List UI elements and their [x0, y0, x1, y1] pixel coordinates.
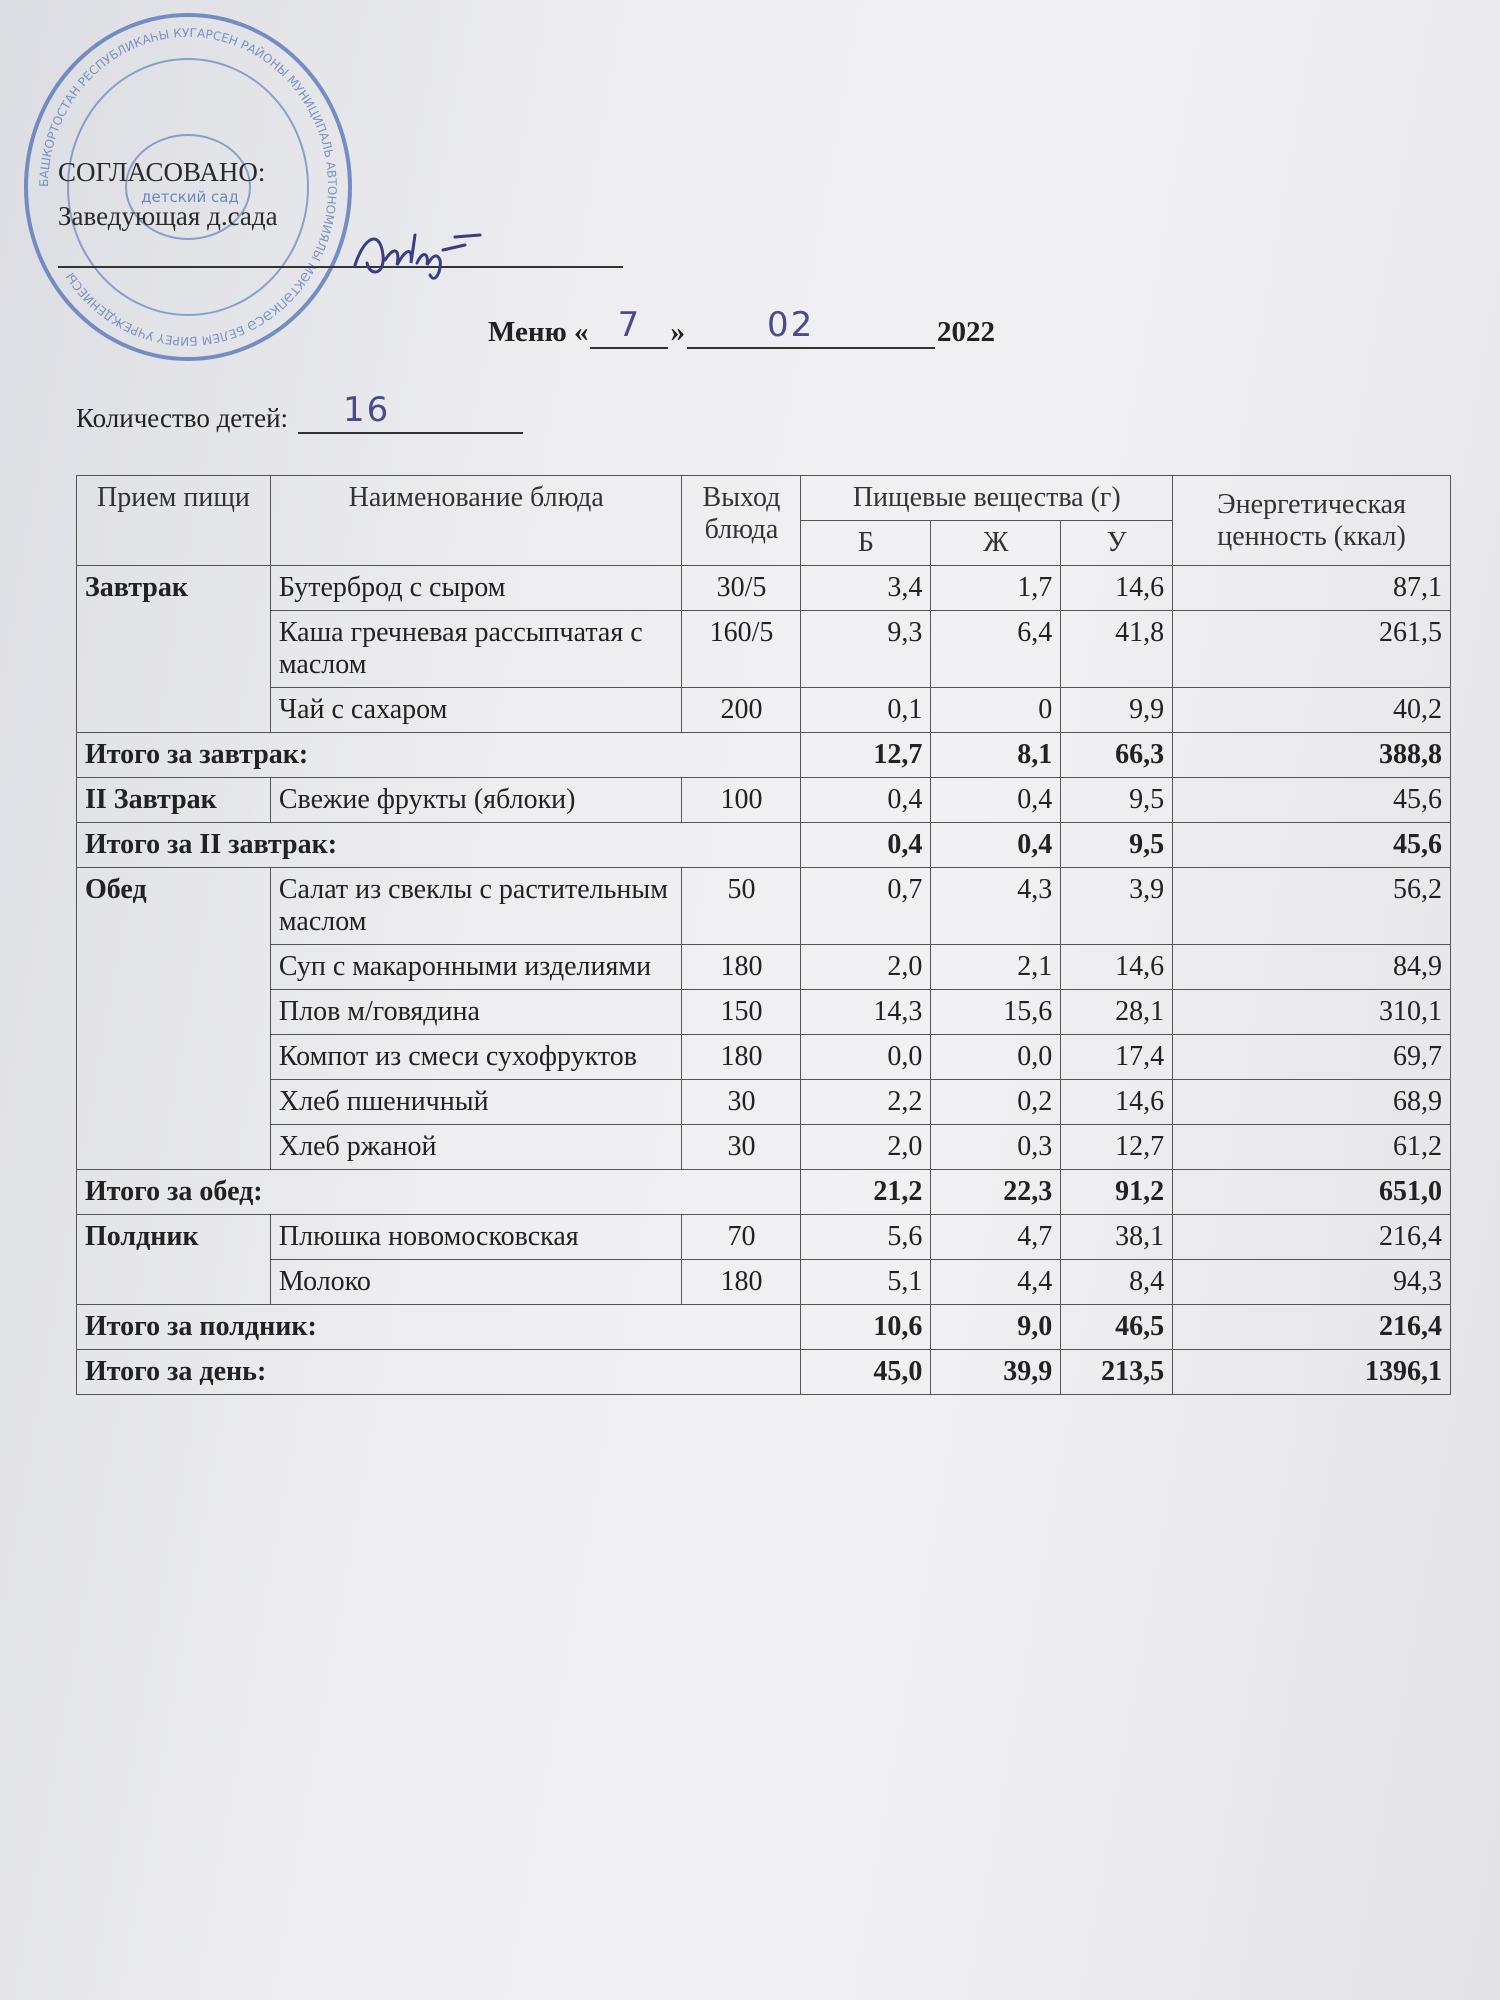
portion-cell: 180: [682, 1035, 801, 1080]
menu-table: [76, 475, 1451, 1395]
carbs-cell: 14,6: [1061, 566, 1173, 611]
portion-cell: 200: [682, 688, 801, 733]
kcal-cell: 68,9: [1173, 1080, 1451, 1125]
dish-cell: Суп с макаронными изделиями: [270, 945, 682, 990]
kcal-cell: 310,1: [1173, 990, 1451, 1035]
carbs-cell: 38,1: [1061, 1215, 1173, 1260]
header-meal: Прием пищи: [77, 476, 271, 566]
handwritten-signature: [345, 215, 495, 290]
table-row: [77, 1080, 1451, 1125]
total-fat: 0,4: [931, 823, 1061, 868]
total-protein: 10,6: [801, 1305, 931, 1350]
kcal-cell: 84,9: [1173, 945, 1451, 990]
portion-cell: 50: [682, 868, 801, 945]
total-kcal: 651,0: [1173, 1170, 1451, 1215]
carbs-cell: 41,8: [1061, 611, 1173, 688]
children-count: [76, 390, 525, 434]
total-kcal: 1396,1: [1173, 1350, 1451, 1395]
meal-lunch: Обед: [77, 868, 271, 1170]
portion-cell: 180: [682, 1260, 801, 1305]
header-row: [77, 476, 1451, 521]
protein-cell: 0,0: [801, 1035, 931, 1080]
kcal-cell: 56,2: [1173, 868, 1451, 945]
total-fat: 22,3: [931, 1170, 1061, 1215]
fat-cell: 0,0: [931, 1035, 1061, 1080]
carbs-cell: 8,4: [1061, 1260, 1173, 1305]
carbs-cell: 12,7: [1061, 1125, 1173, 1170]
dish-cell: Свежие фрукты (яблоки): [270, 778, 682, 823]
portion-cell: 30: [682, 1125, 801, 1170]
fat-cell: 6,4: [931, 611, 1061, 688]
table-row: [77, 990, 1451, 1035]
carbs-cell: 3,9: [1061, 868, 1173, 945]
protein-cell: 0,7: [801, 868, 931, 945]
header-energy: Энергетическая ценность (ккал): [1173, 476, 1451, 566]
total-label: Итого за день:: [77, 1350, 801, 1395]
kcal-cell: 87,1: [1173, 566, 1451, 611]
total-carbs: 66,3: [1061, 733, 1173, 778]
carbs-cell: 9,5: [1061, 778, 1173, 823]
total-label: Итого за полдник:: [77, 1305, 801, 1350]
kcal-cell: 261,5: [1173, 611, 1451, 688]
total-label: Итого за II завтрак:: [77, 823, 801, 868]
portion-cell: 100: [682, 778, 801, 823]
signature-line: [58, 266, 623, 268]
protein-cell: 2,0: [801, 1125, 931, 1170]
header-dish: Наименование блюда: [270, 476, 682, 566]
total-kcal: 216,4: [1173, 1305, 1451, 1350]
total-carbs: 9,5: [1061, 823, 1173, 868]
protein-cell: 2,0: [801, 945, 931, 990]
portion-cell: 70: [682, 1215, 801, 1260]
portion-cell: 160/5: [682, 611, 801, 688]
portion-cell: 30: [682, 1080, 801, 1125]
total-carbs: 46,5: [1061, 1305, 1173, 1350]
protein-cell: 3,4: [801, 566, 931, 611]
total-label: Итого за обед:: [77, 1170, 801, 1215]
protein-cell: 9,3: [801, 611, 931, 688]
total-protein: 12,7: [801, 733, 931, 778]
portion-cell: 180: [682, 945, 801, 990]
dish-cell: Каша гречневая рассыпчатая с маслом: [270, 611, 682, 688]
fat-cell: 0,2: [931, 1080, 1061, 1125]
portion-cell: 150: [682, 990, 801, 1035]
fat-cell: 2,1: [931, 945, 1061, 990]
protein-cell: 0,4: [801, 778, 931, 823]
carbs-cell: 28,1: [1061, 990, 1173, 1035]
total-protein: 45,0: [801, 1350, 931, 1395]
approval-position: Заведующая д.сада: [58, 201, 278, 231]
dish-cell: Молоко: [270, 1260, 682, 1305]
kcal-cell: 94,3: [1173, 1260, 1451, 1305]
total-kcal: 388,8: [1173, 733, 1451, 778]
kcal-cell: 45,6: [1173, 778, 1451, 823]
fat-cell: 0,4: [931, 778, 1061, 823]
total-fat: 39,9: [931, 1350, 1061, 1395]
total-label: Итого за завтрак:: [77, 733, 801, 778]
approval-block: [58, 150, 278, 238]
protein-cell: 5,6: [801, 1215, 931, 1260]
protein-cell: 14,3: [801, 990, 931, 1035]
carbs-cell: 9,9: [1061, 688, 1173, 733]
approval-heading: СОГЛАСОВАНО:: [58, 157, 266, 187]
kcal-cell: 61,2: [1173, 1125, 1451, 1170]
table-row: [77, 945, 1451, 990]
kcal-cell: 216,4: [1173, 1215, 1451, 1260]
table-row: [77, 611, 1451, 688]
header-fat: Ж: [931, 521, 1061, 566]
total-fat: 9,0: [931, 1305, 1061, 1350]
dish-cell: Компот из смеси сухофруктов: [270, 1035, 682, 1080]
carbs-cell: 14,6: [1061, 945, 1173, 990]
dish-cell: Салат из свеклы с растительным маслом: [270, 868, 682, 945]
table-row: [77, 566, 1451, 611]
fat-cell: 4,7: [931, 1215, 1061, 1260]
header-portion: Выход блюда: [682, 476, 801, 566]
table-row: [77, 1035, 1451, 1080]
header-protein: Б: [801, 521, 931, 566]
total-row-breakfast2: [77, 823, 1451, 868]
total-carbs: 91,2: [1061, 1170, 1173, 1215]
portion-cell: 30/5: [682, 566, 801, 611]
meal-breakfast: Завтрак: [77, 566, 271, 733]
table-row: [77, 688, 1451, 733]
total-row-day: [77, 1350, 1451, 1395]
fat-cell: 4,3: [931, 868, 1061, 945]
fat-cell: 0,3: [931, 1125, 1061, 1170]
menu-title: Меню « 7 » 02 2022: [488, 305, 995, 348]
svg-text:БАШКОРТОСТАН РЕСПУБЛИКАҺЫ КУГА: БАШКОРТОСТАН РЕСПУБЛИКАҺЫ КУГАРСЕН РАЙОНЫ МУНИЦИПАЛЬ АВТОНОМИЯЛЫ МӘКТӘПКӘСӘ БЕЛЕМ БИРЕҮ УЧРЕЖДЕНИЕСЫ: [36, 25, 340, 349]
fat-cell: 0: [931, 688, 1061, 733]
dish-cell: Хлеб ржаной: [270, 1125, 682, 1170]
total-protein: 0,4: [801, 823, 931, 868]
total-row-lunch: [77, 1170, 1451, 1215]
table-row: [77, 868, 1451, 945]
header-nutrients: Пищевые вещества (г): [801, 476, 1173, 521]
protein-cell: 5,1: [801, 1260, 931, 1305]
total-protein: 21,2: [801, 1170, 931, 1215]
total-fat: 8,1: [931, 733, 1061, 778]
kcal-cell: 69,7: [1173, 1035, 1451, 1080]
total-carbs: 213,5: [1061, 1350, 1173, 1395]
kcal-cell: 40,2: [1173, 688, 1451, 733]
dish-cell: Хлеб пшеничный: [270, 1080, 682, 1125]
header-carbs: У: [1061, 521, 1173, 566]
protein-cell: 0,1: [801, 688, 931, 733]
dish-cell: Плюшка новомосковская: [270, 1215, 682, 1260]
table-row: [77, 1215, 1451, 1260]
total-row-breakfast: [77, 733, 1451, 778]
fat-cell: 15,6: [931, 990, 1061, 1035]
total-kcal: 45,6: [1173, 823, 1451, 868]
fat-cell: 4,4: [931, 1260, 1061, 1305]
table-row: [77, 778, 1451, 823]
total-row-snack: [77, 1305, 1451, 1350]
children-field: 16: [298, 402, 523, 434]
month-field: 02: [687, 317, 935, 349]
table-row: [77, 1260, 1451, 1305]
children-label: Количество детей:: [76, 403, 289, 433]
dish-cell: Плов м/говядина: [270, 990, 682, 1035]
protein-cell: 2,2: [801, 1080, 931, 1125]
meal-breakfast2: II Завтрак: [77, 778, 271, 823]
fat-cell: 1,7: [931, 566, 1061, 611]
table-row: [77, 1125, 1451, 1170]
meal-snack: Полдник: [77, 1215, 271, 1305]
svg-text:детский сад: детский сад: [141, 188, 239, 206]
carbs-cell: 14,6: [1061, 1080, 1173, 1125]
day-field: 7: [590, 317, 668, 349]
dish-cell: Чай с сахаром: [270, 688, 682, 733]
carbs-cell: 17,4: [1061, 1035, 1173, 1080]
dish-cell: Бутерброд с сыром: [270, 566, 682, 611]
